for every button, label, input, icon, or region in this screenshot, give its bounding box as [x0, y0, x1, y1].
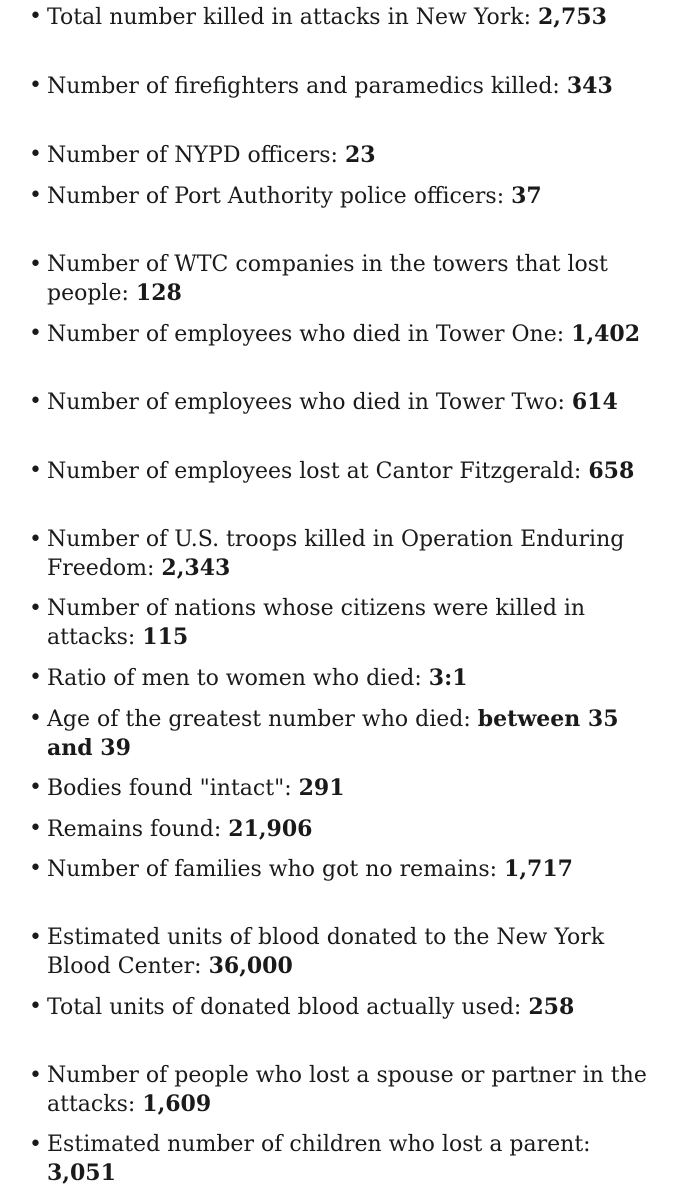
bullet-icon: • — [29, 775, 42, 800]
bullet-icon: • — [29, 665, 42, 690]
bullet-icon: • — [29, 596, 42, 621]
stat-label: Total number killed in attacks in New York: — [47, 5, 531, 30]
stat-value: 291 — [298, 775, 345, 801]
list-item — [0, 924, 676, 981]
list-item — [0, 705, 676, 763]
stat-text — [47, 855, 647, 884]
stat-value: 128 — [135, 280, 182, 306]
stat-label: Number of families who got no remains: — [47, 857, 498, 882]
stat-value: 2,753 — [538, 4, 607, 30]
list-item — [0, 815, 676, 844]
stat-label: Number of employees lost at Cantor Fitzgerald: — [47, 459, 582, 484]
bullet-icon: • — [29, 1132, 42, 1157]
stat-text — [47, 705, 647, 763]
stat-label: Number of nations whose citizens were killed in attacks: — [47, 596, 586, 650]
stat-label: Remains found: — [47, 817, 222, 842]
bullet-icon: • — [29, 527, 42, 552]
list-item — [0, 320, 676, 349]
stat-value: 2,343 — [161, 555, 231, 581]
list-item — [0, 182, 676, 211]
list-item — [0, 1131, 676, 1188]
bullet-icon: • — [29, 321, 42, 346]
stat-text — [47, 457, 647, 486]
stat-text — [47, 993, 647, 1022]
stat-label: Number of WTC companies in the towers that lost people: — [47, 252, 608, 306]
stat-label: Age of the greatest number who died: — [47, 707, 471, 732]
bullet-icon: • — [29, 183, 42, 208]
stat-text — [47, 1131, 647, 1188]
stat-value: 658 — [588, 458, 635, 484]
list-item — [0, 251, 676, 308]
stat-value: 37 — [511, 183, 542, 209]
bullet-icon: • — [29, 389, 42, 414]
stat-label: Estimated units of blood donated to the New York Blood Center: — [47, 925, 605, 979]
list-item — [0, 1062, 676, 1119]
stat-label: Number of people who lost a spouse or partner in the attacks: — [47, 1063, 647, 1117]
list-item — [0, 388, 676, 417]
stat-text — [47, 924, 647, 981]
stat-text — [47, 774, 647, 803]
bullet-icon: • — [29, 706, 42, 731]
stat-text — [47, 388, 647, 417]
stat-value: 258 — [528, 994, 575, 1020]
stat-value: 115 — [142, 624, 189, 650]
list-item — [0, 3, 676, 32]
bullet-icon: • — [29, 252, 42, 277]
list-item — [0, 993, 676, 1022]
stat-label: Bodies found "intact": — [47, 776, 292, 801]
bullet-icon: • — [29, 994, 42, 1019]
stat-text — [47, 320, 647, 349]
stat-value: 3,051 — [47, 1160, 116, 1186]
list-item — [0, 595, 676, 652]
stat-label: Number of Port Authority police officers: — [47, 184, 505, 209]
stat-value: 21,906 — [228, 816, 313, 842]
list-item — [0, 774, 676, 803]
stat-value: 1,717 — [504, 856, 573, 882]
stat-value: 36,000 — [208, 953, 293, 979]
stat-text — [47, 182, 647, 211]
list-item — [0, 664, 676, 693]
stat-label: Number of employees who died in Tower Two: — [47, 390, 565, 415]
bullet-icon: • — [29, 73, 42, 98]
stat-label: Total units of donated blood actually used: — [47, 995, 522, 1020]
stat-label: Number of firefighters and paramedics killed: — [47, 74, 560, 99]
stat-value: 23 — [344, 142, 376, 168]
stat-label: Number of NYPD officers: — [47, 143, 338, 168]
stat-text — [47, 664, 647, 693]
stat-value: 1,609 — [142, 1091, 212, 1117]
stat-text — [47, 526, 647, 583]
stat-text — [47, 251, 647, 308]
bullet-icon: • — [29, 925, 42, 950]
bullet-icon: • — [29, 816, 42, 841]
list-item — [0, 141, 676, 170]
stat-text — [47, 72, 647, 101]
list-item — [0, 457, 676, 486]
stat-text — [47, 595, 647, 652]
stat-text — [47, 815, 647, 844]
stat-value: 1,402 — [571, 321, 641, 347]
list-item — [0, 855, 676, 884]
stat-value: between 35 and 39 — [47, 706, 619, 761]
stat-label: Ratio of men to women who died: — [47, 666, 422, 691]
bullet-icon: • — [29, 142, 42, 167]
stat-value: 3:1 — [428, 665, 468, 691]
stat-text — [47, 3, 647, 32]
stat-label: Number of U.S. troops killed in Operation Enduring Freedom: — [47, 527, 625, 581]
stat-label: Number of employees who died in Tower One: — [47, 322, 565, 347]
bullet-icon: • — [29, 458, 42, 483]
stat-label: Estimated number of children who lost a parent: — [47, 1132, 591, 1157]
list-item — [0, 526, 676, 583]
list-item — [0, 72, 676, 101]
stat-text — [47, 1062, 647, 1119]
stat-value: 343 — [566, 73, 613, 99]
bullet-icon: • — [29, 4, 42, 29]
stat-text — [47, 141, 647, 170]
bullet-icon: • — [29, 1063, 42, 1088]
stat-value: 614 — [571, 389, 618, 415]
bullet-icon: • — [29, 856, 42, 881]
